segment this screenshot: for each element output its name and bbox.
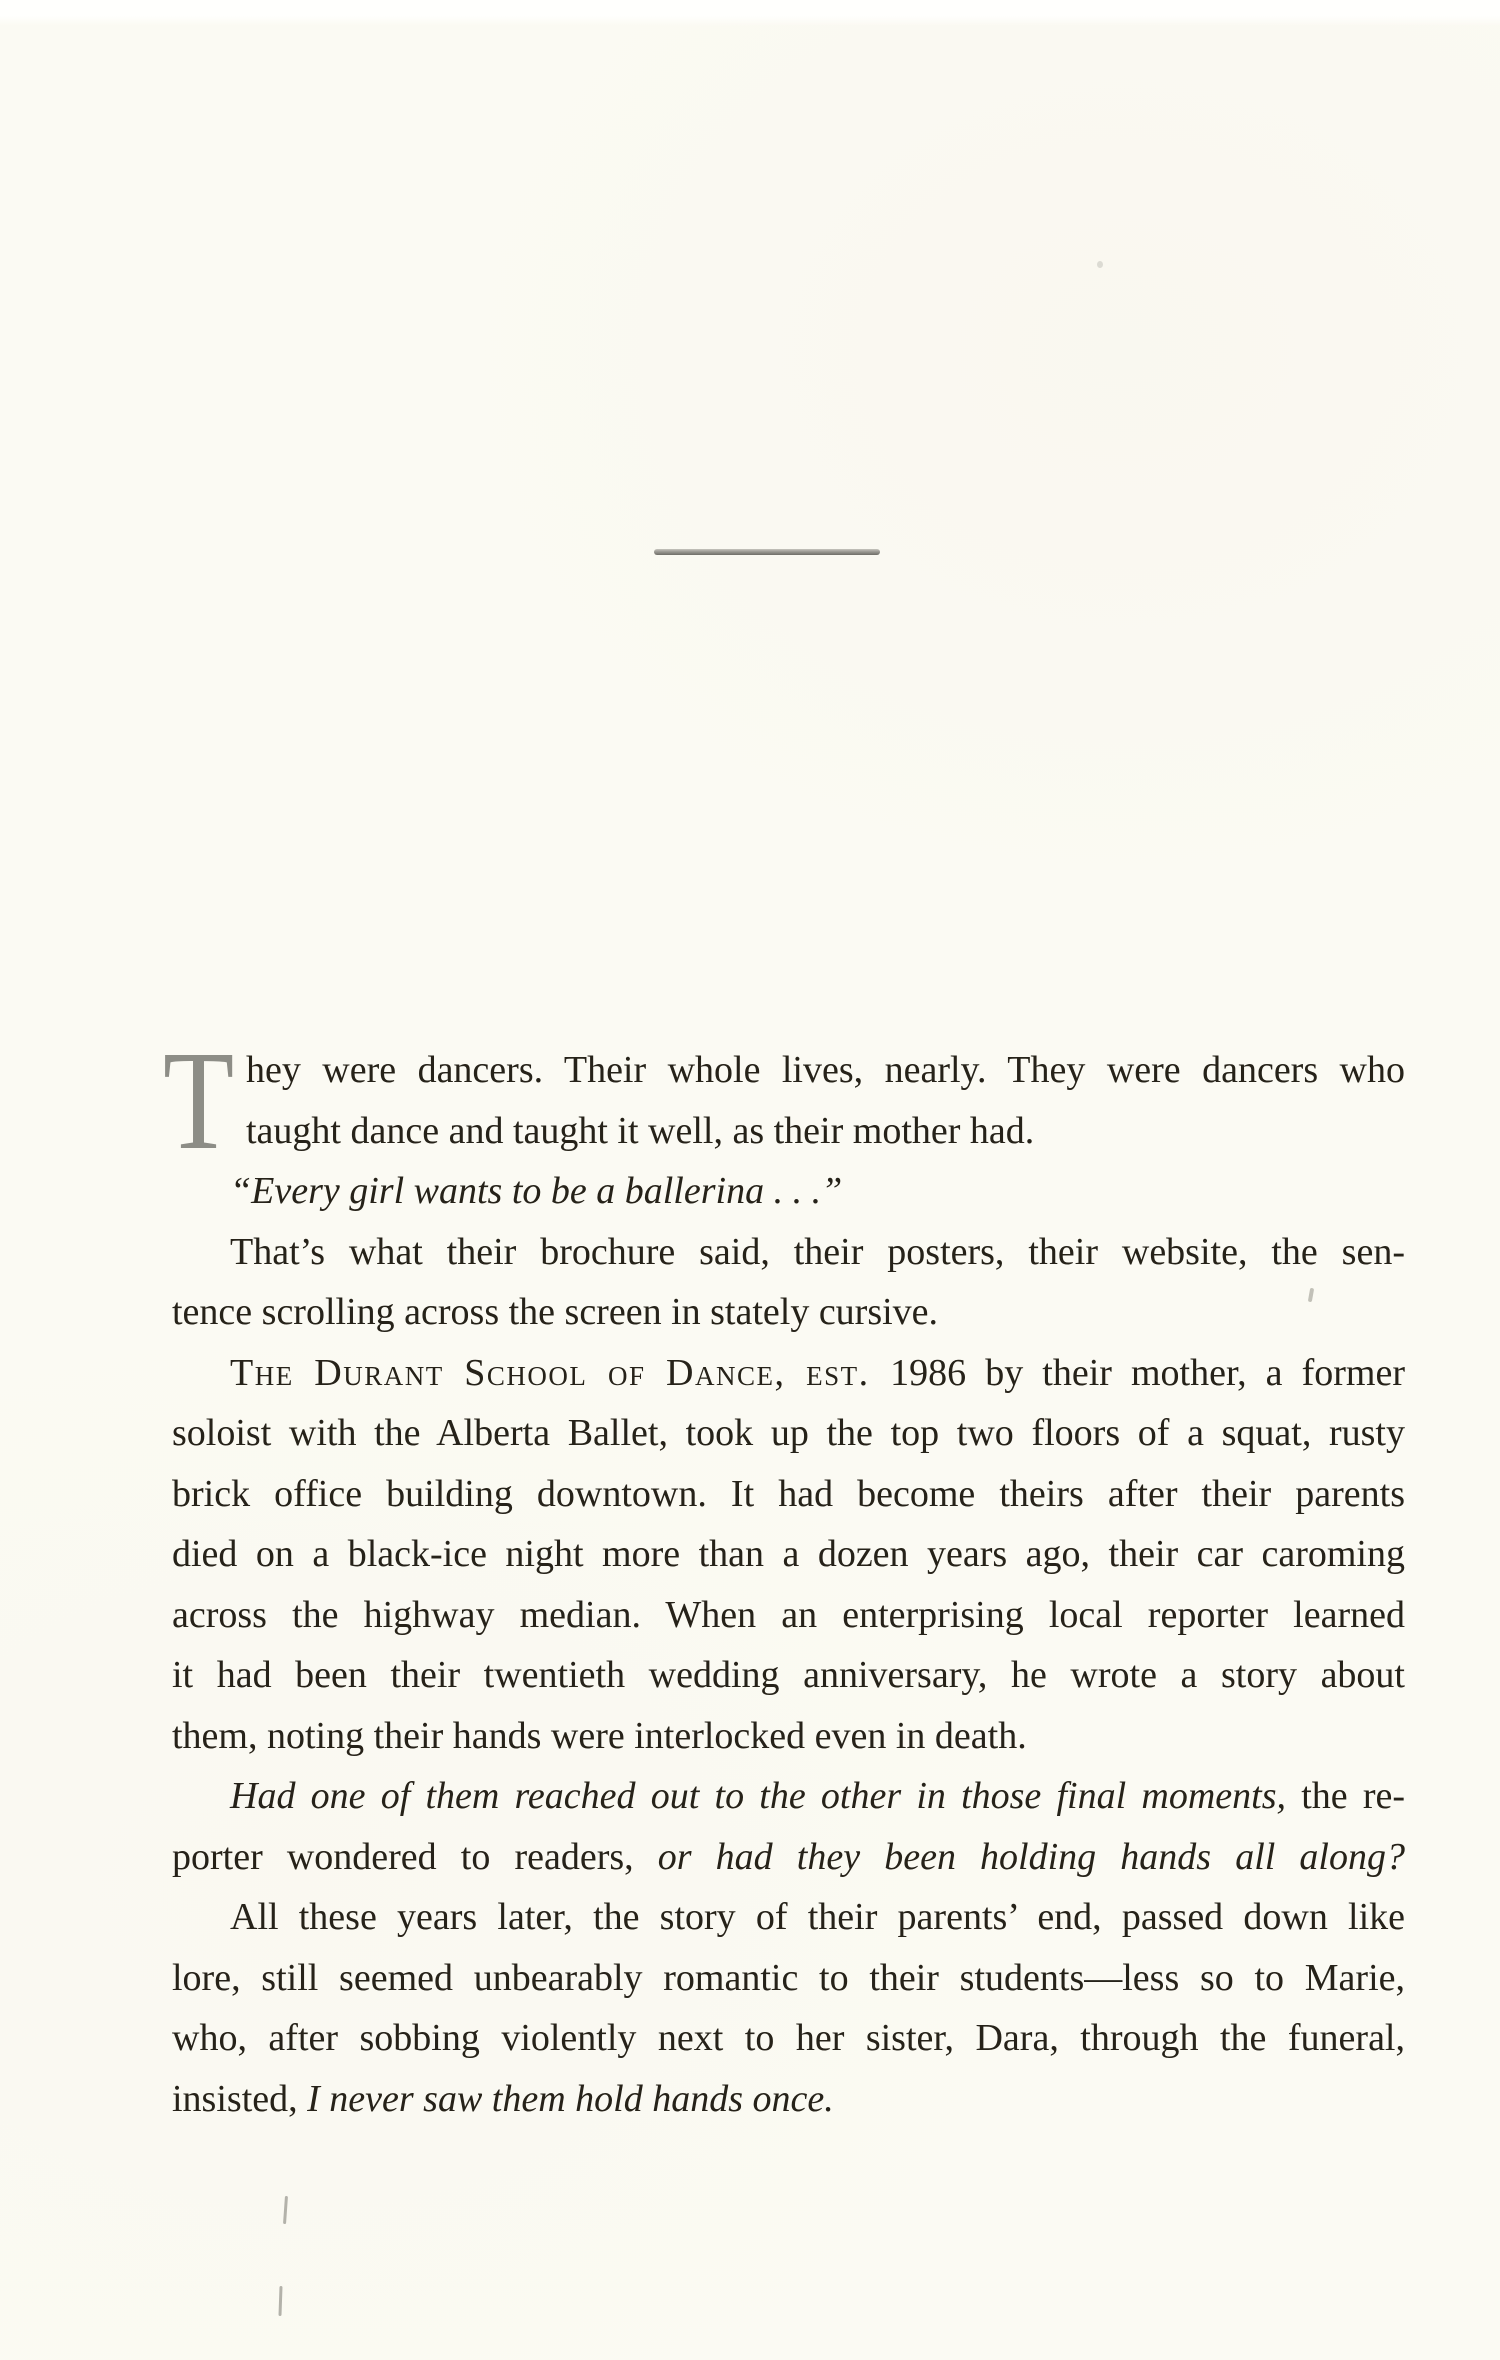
italic-text: Had one of them reached out to the other in those final moments, xyxy=(230,1775,1286,1817)
roman-text: insisted, xyxy=(172,2077,308,2120)
roman-text: who, after sobbing violently next to her sister, Dara, through the funeral, xyxy=(172,2017,1405,2059)
text-line xyxy=(172,1827,1405,1888)
drop-cap-letter: T xyxy=(163,1021,235,1179)
text-line xyxy=(172,1222,1405,1283)
text-line xyxy=(172,1403,1405,1464)
roman-text: across the highway median. When an enterprising local reporter learned xyxy=(172,1593,1405,1636)
roman-text: soloist with the Alberta Ballet, took up the top two floors of a squat, rusty xyxy=(172,1412,1405,1454)
roman-text: lore, still seemed unbearably romantic to their students—less so to Marie, xyxy=(172,1956,1405,1999)
roman-text: them, noting their hands were interlocked even in death. xyxy=(172,1714,1027,1757)
text-line xyxy=(172,1464,1405,1525)
text-line xyxy=(172,1343,1405,1404)
roman-text: it had been their twentieth wedding anniversary, he wrote a story about xyxy=(172,1654,1405,1696)
roman-text: the re- xyxy=(1285,1775,1405,1817)
italic-text: I never saw them hold hands once. xyxy=(307,2077,834,2120)
roman-text: taught dance and taught it well, as their mother had. xyxy=(246,1109,1035,1152)
text-line xyxy=(172,1585,1405,1646)
roman-text: 1986 by their mother, a former xyxy=(890,1351,1405,1394)
scan-artifact xyxy=(1097,261,1103,268)
text-line xyxy=(172,1706,1405,1767)
text-line xyxy=(172,1101,1405,1162)
text-line xyxy=(172,1645,1405,1706)
text-line xyxy=(172,1948,1405,2009)
text-line xyxy=(172,2008,1405,2069)
text-line xyxy=(172,1524,1405,1585)
roman-text: porter wondered to readers, xyxy=(172,1835,658,1878)
text-line xyxy=(172,1161,1405,1222)
roman-text: That’s what their brochure said, their posters, their website, the sen- xyxy=(230,1230,1405,1273)
roman-text: brick office building downtown. It had become theirs after their parents xyxy=(172,1472,1405,1515)
body-text xyxy=(172,1040,1405,2129)
roman-text: died on a black-ice night more than a dozen years ago, their car caroming xyxy=(172,1533,1405,1575)
italic-text: or had they been holding hands all along? xyxy=(657,1835,1405,1878)
text-line xyxy=(172,2069,1405,2130)
text-line xyxy=(172,1766,1405,1827)
section-divider-rule xyxy=(654,549,880,555)
text-line xyxy=(172,1887,1405,1948)
italic-text: “Every girl wants to be a ballerina . . .” xyxy=(230,1170,843,1212)
roman-text: tence scrolling across the screen in stately cursive. xyxy=(172,1291,939,1333)
text-line xyxy=(172,1282,1405,1343)
roman-text: hey were dancers. Their whole lives, nearly. They were dancers who xyxy=(246,1049,1405,1091)
scan-artifact xyxy=(278,2286,282,2316)
roman-text: All these years later, the story of their parents’ end, passed down like xyxy=(230,1896,1405,1938)
scan-artifact xyxy=(283,2196,288,2224)
text-line xyxy=(172,1040,1405,1101)
smallcaps-text: The Durant School of Dance, est. xyxy=(230,1351,891,1394)
